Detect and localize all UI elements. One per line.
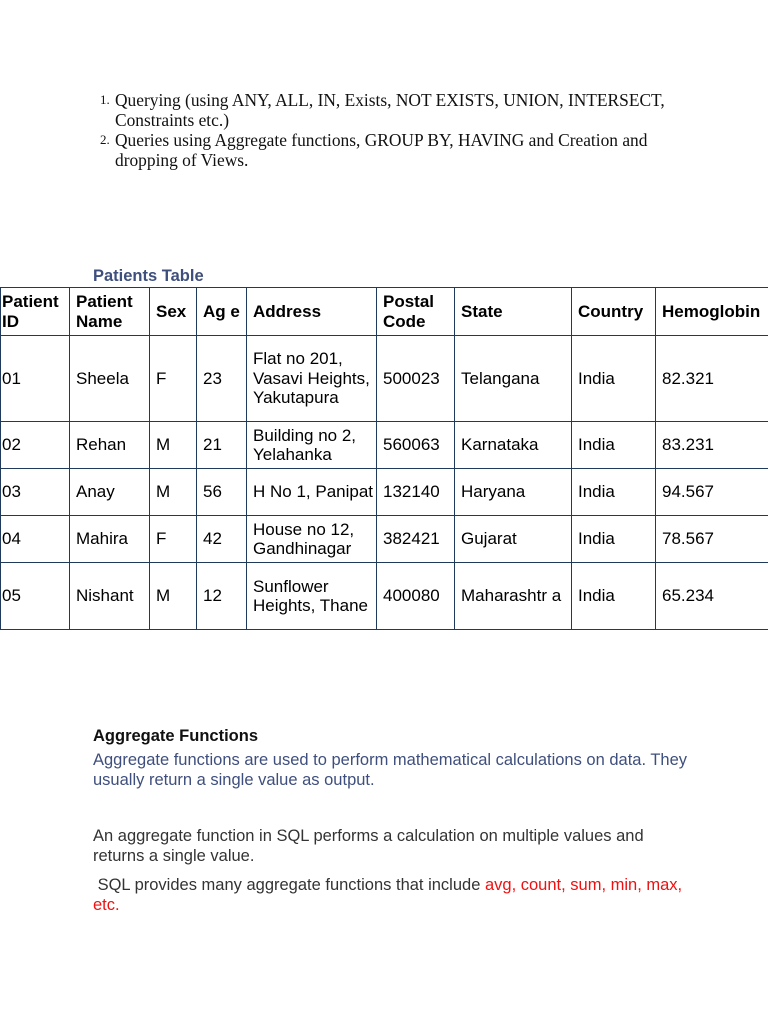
cell-patient-name: Anay	[70, 469, 150, 516]
header-postal-code: Postal Code	[377, 288, 455, 336]
functions-paragraph	[93, 875, 693, 915]
cell-age: 56	[197, 469, 247, 516]
header-state: State	[455, 288, 572, 336]
cell-patient-name: Rehan	[70, 422, 150, 469]
cell-hemoglobin: 65.234	[656, 563, 768, 630]
header-address: Address	[247, 288, 377, 336]
table-row	[1, 469, 768, 516]
cell-country: India	[572, 563, 656, 630]
cell-sex: M	[150, 469, 197, 516]
header-age: Ag e	[197, 288, 247, 336]
table-row	[1, 336, 768, 422]
cell-state: Telangana	[455, 336, 572, 422]
cell-address: House no 12, Gandhinagar	[247, 516, 377, 563]
functions-intro: SQL provides many aggregate functions that include	[93, 876, 485, 894]
table-caption: Patients Table	[93, 267, 204, 285]
cell-patient-name: Sheela	[70, 336, 150, 422]
cell-address: Flat no 201, Vasavi Heights, Yakutapura	[247, 336, 377, 422]
list-text: Queries using Aggregate functions, GROUP BY, HAVING and Creation and dropping of Views.	[115, 130, 648, 170]
cell-patient-id: 05	[1, 563, 70, 630]
header-patient-name: Patient Name	[70, 288, 150, 336]
cell-postal-code: 500023	[377, 336, 455, 422]
cell-patient-name: Nishant	[70, 563, 150, 630]
cell-country: India	[572, 336, 656, 422]
cell-sex: M	[150, 563, 197, 630]
functions-highlight: avg, count, sum, min, max, etc.	[93, 876, 687, 914]
cell-age: 21	[197, 422, 247, 469]
header-hemoglobin: Hemoglobin	[656, 288, 768, 336]
cell-patient-id: 01	[1, 336, 70, 422]
definition-paragraph: Aggregate functions are used to perform mathematical calculations on data. They usually return a single value as output.	[93, 751, 688, 789]
cell-hemoglobin: 78.567	[656, 516, 768, 563]
table-row	[1, 516, 768, 563]
cell-country: India	[572, 516, 656, 563]
cell-postal-code: 400080	[377, 563, 455, 630]
cell-address: H No 1, Panipat	[247, 469, 377, 516]
list-item	[96, 90, 696, 130]
cell-address: Sunflower Heights, Thane	[247, 563, 377, 630]
cell-postal-code: 132140	[377, 469, 455, 516]
cell-hemoglobin: 82.321	[656, 336, 768, 422]
list-item	[96, 130, 696, 170]
cell-state: Maharashtr a	[455, 563, 572, 630]
list-text: Querying (using ANY, ALL, IN, Exists, NOT EXISTS, UNION, INTERSECT, Constraints etc.)	[115, 90, 665, 130]
header-sex: Sex	[150, 288, 197, 336]
cell-patient-id: 02	[1, 422, 70, 469]
cell-sex: M	[150, 422, 197, 469]
cell-patient-name: Mahira	[70, 516, 150, 563]
list-number: 1.	[100, 92, 110, 107]
header-patient-id: Patient ID	[1, 288, 70, 336]
cell-age: 12	[197, 563, 247, 630]
cell-postal-code: 382421	[377, 516, 455, 563]
patients-table	[0, 287, 768, 630]
table-row	[1, 422, 768, 469]
topic-list	[96, 90, 696, 170]
cell-hemoglobin: 94.567	[656, 469, 768, 516]
cell-age: 42	[197, 516, 247, 563]
header-country: Country	[572, 288, 656, 336]
cell-hemoglobin: 83.231	[656, 422, 768, 469]
cell-patient-id: 04	[1, 516, 70, 563]
cell-country: India	[572, 469, 656, 516]
cell-state: Haryana	[455, 469, 572, 516]
cell-country: India	[572, 422, 656, 469]
cell-sex: F	[150, 516, 197, 563]
table-header-row	[1, 288, 768, 336]
list-number: 2.	[100, 132, 110, 147]
cell-age: 23	[197, 336, 247, 422]
cell-state: Karnataka	[455, 422, 572, 469]
section-title: Aggregate Functions	[93, 727, 259, 745]
table-row	[1, 563, 768, 630]
cell-patient-id: 03	[1, 469, 70, 516]
cell-address: Building no 2, Yelahanka	[247, 422, 377, 469]
cell-sex: F	[150, 336, 197, 422]
description-paragraph: An aggregate function in SQL performs a calculation on multiple values and returns a single value.	[93, 827, 644, 865]
cell-postal-code: 560063	[377, 422, 455, 469]
cell-state: Gujarat	[455, 516, 572, 563]
